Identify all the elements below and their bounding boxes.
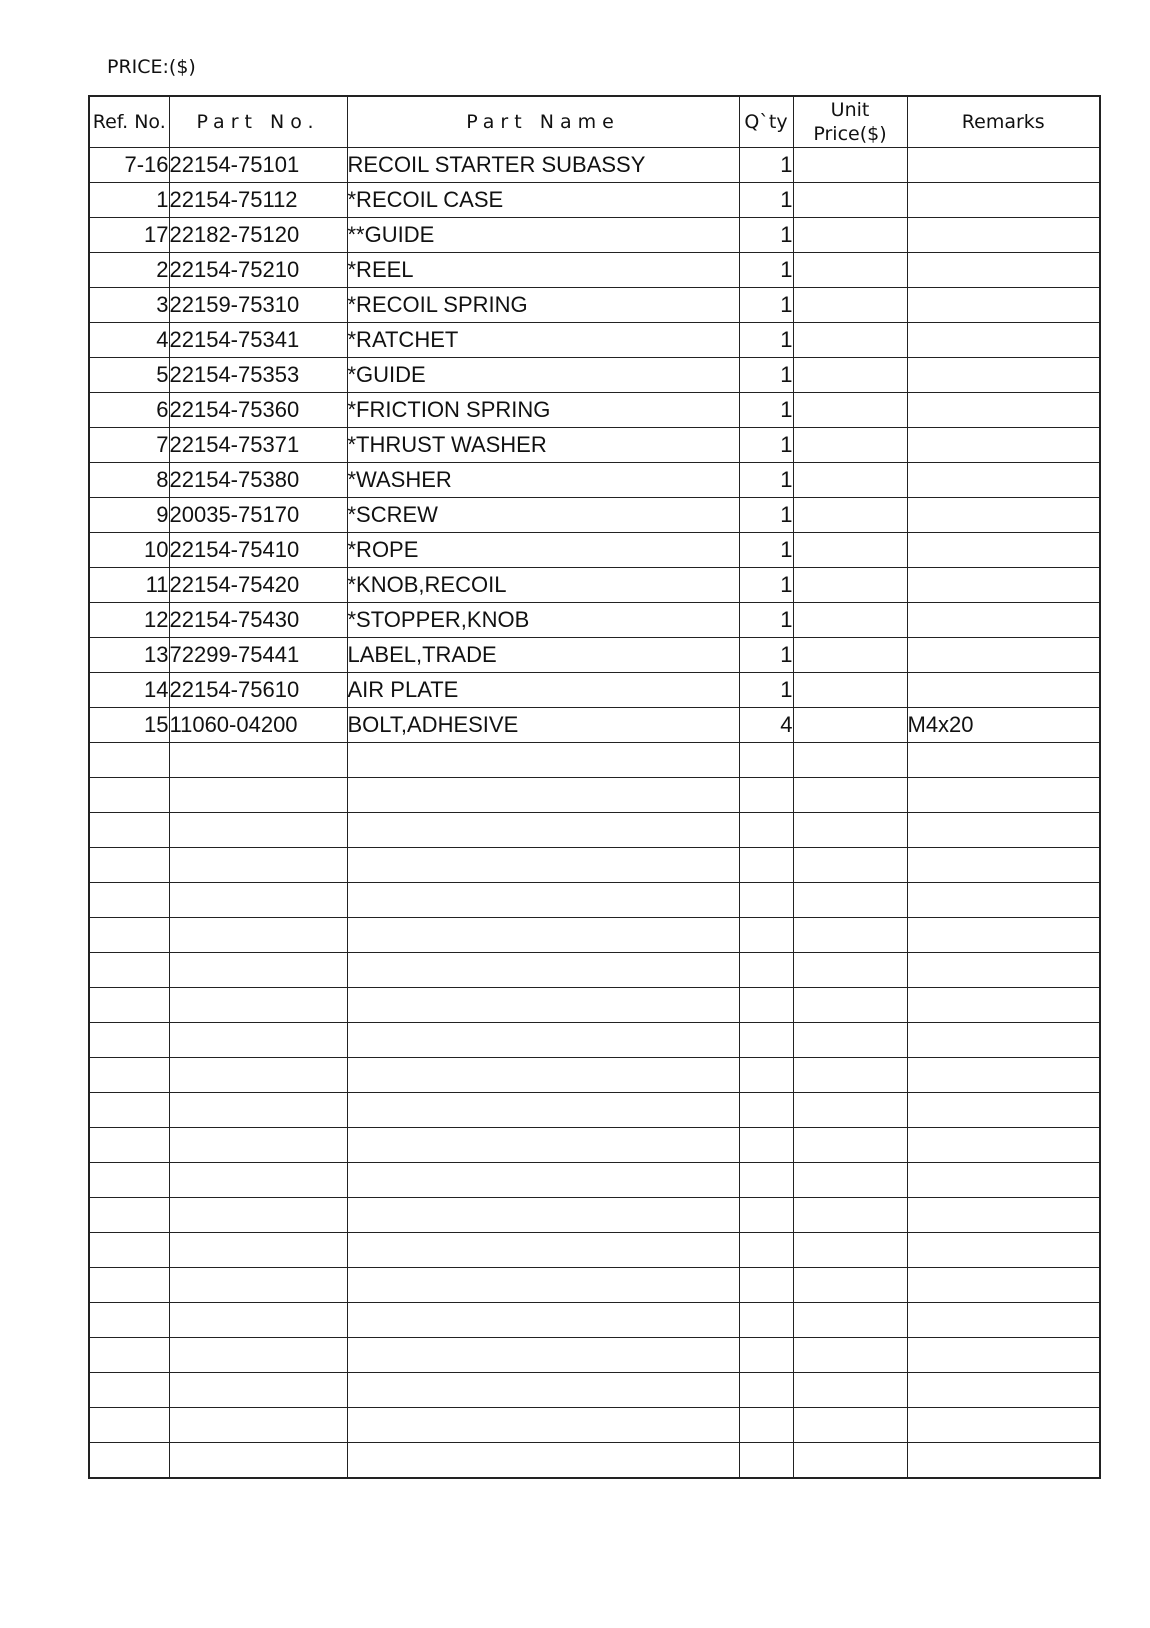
cell-part-name	[347, 1023, 739, 1058]
cell-ref-no	[89, 813, 169, 848]
cell-qty	[739, 953, 793, 988]
cell-ref-no: 15	[89, 708, 169, 743]
cell-part-name: *ROPE	[347, 533, 739, 568]
cell-part-name	[347, 1303, 739, 1338]
cell-remarks	[907, 323, 1100, 358]
cell-part-name	[347, 1163, 739, 1198]
table-row	[89, 568, 1100, 603]
cell-part-name: *FRICTION SPRING	[347, 393, 739, 428]
cell-part-no	[169, 1338, 347, 1373]
cell-remarks	[907, 1443, 1100, 1479]
cell-part-no: 22159-75310	[169, 288, 347, 323]
cell-ref-no	[89, 1303, 169, 1338]
cell-qty	[739, 1303, 793, 1338]
cell-unit-price	[793, 708, 907, 743]
header-part-name: Part Name	[347, 96, 739, 148]
table-row	[89, 883, 1100, 918]
cell-unit-price	[793, 148, 907, 183]
cell-remarks	[907, 1128, 1100, 1163]
table-row	[89, 918, 1100, 953]
cell-ref-no	[89, 1373, 169, 1408]
cell-qty	[739, 848, 793, 883]
price-label: PRICE:($)	[107, 56, 196, 78]
cell-part-name: **GUIDE	[347, 218, 739, 253]
cell-part-no	[169, 1408, 347, 1443]
table-row	[89, 288, 1100, 323]
table-row	[89, 1163, 1100, 1198]
cell-remarks	[907, 1233, 1100, 1268]
cell-unit-price	[793, 1373, 907, 1408]
cell-part-no: 72299-75441	[169, 638, 347, 673]
cell-remarks	[907, 1023, 1100, 1058]
cell-unit-price	[793, 813, 907, 848]
cell-remarks	[907, 918, 1100, 953]
cell-qty: 1	[739, 673, 793, 708]
cell-unit-price	[793, 918, 907, 953]
cell-part-no	[169, 1198, 347, 1233]
cell-ref-no	[89, 1338, 169, 1373]
table-row	[89, 1443, 1100, 1479]
cell-qty	[739, 1163, 793, 1198]
cell-ref-no	[89, 1128, 169, 1163]
table-row	[89, 1268, 1100, 1303]
cell-qty	[739, 1268, 793, 1303]
cell-part-name: *WASHER	[347, 463, 739, 498]
cell-qty	[739, 1023, 793, 1058]
table-row	[89, 1058, 1100, 1093]
parts-table-body	[89, 148, 1100, 1479]
cell-qty	[739, 1373, 793, 1408]
table-row	[89, 1408, 1100, 1443]
cell-ref-no: 7-16	[89, 148, 169, 183]
cell-part-name: *RATCHET	[347, 323, 739, 358]
cell-unit-price	[793, 1443, 907, 1479]
cell-part-name	[347, 918, 739, 953]
cell-unit-price	[793, 953, 907, 988]
table-row	[89, 148, 1100, 183]
cell-part-no: 22154-75101	[169, 148, 347, 183]
cell-ref-no: 9	[89, 498, 169, 533]
cell-part-no	[169, 918, 347, 953]
cell-ref-no	[89, 1268, 169, 1303]
cell-part-name	[347, 1373, 739, 1408]
cell-part-no	[169, 953, 347, 988]
cell-part-name: *THRUST WASHER	[347, 428, 739, 463]
table-row	[89, 358, 1100, 393]
cell-ref-no	[89, 1443, 169, 1479]
cell-part-no	[169, 743, 347, 778]
table-row	[89, 638, 1100, 673]
cell-unit-price	[793, 848, 907, 883]
cell-part-no: 22154-75371	[169, 428, 347, 463]
cell-qty: 1	[739, 428, 793, 463]
cell-part-no	[169, 1268, 347, 1303]
cell-ref-no	[89, 883, 169, 918]
cell-part-name: *SCREW	[347, 498, 739, 533]
cell-ref-no	[89, 778, 169, 813]
cell-part-name	[347, 953, 739, 988]
cell-part-no	[169, 1233, 347, 1268]
cell-remarks	[907, 638, 1100, 673]
cell-remarks	[907, 1198, 1100, 1233]
cell-qty: 4	[739, 708, 793, 743]
cell-ref-no: 12	[89, 603, 169, 638]
table-row	[89, 533, 1100, 568]
cell-remarks	[907, 743, 1100, 778]
cell-part-no: 22154-75210	[169, 253, 347, 288]
cell-qty	[739, 1443, 793, 1479]
cell-unit-price	[793, 1408, 907, 1443]
cell-part-no: 11060-04200	[169, 708, 347, 743]
cell-part-no: 20035-75170	[169, 498, 347, 533]
cell-ref-no: 8	[89, 463, 169, 498]
cell-remarks	[907, 1303, 1100, 1338]
table-row	[89, 743, 1100, 778]
cell-part-no	[169, 848, 347, 883]
cell-part-no: 22154-75360	[169, 393, 347, 428]
cell-part-no	[169, 813, 347, 848]
cell-ref-no: 10	[89, 533, 169, 568]
cell-qty: 1	[739, 218, 793, 253]
cell-unit-price	[793, 1303, 907, 1338]
cell-ref-no: 2	[89, 253, 169, 288]
cell-part-name: *RECOIL SPRING	[347, 288, 739, 323]
cell-unit-price	[793, 603, 907, 638]
cell-unit-price	[793, 1023, 907, 1058]
cell-part-name	[347, 813, 739, 848]
cell-part-no: 22154-75610	[169, 673, 347, 708]
cell-remarks	[907, 813, 1100, 848]
cell-part-name: *KNOB,RECOIL	[347, 568, 739, 603]
cell-ref-no: 3	[89, 288, 169, 323]
table-row	[89, 323, 1100, 358]
cell-qty	[739, 918, 793, 953]
cell-remarks	[907, 778, 1100, 813]
cell-unit-price	[793, 1058, 907, 1093]
cell-part-name	[347, 778, 739, 813]
header-remarks: Remarks	[907, 96, 1100, 148]
cell-part-no: 22154-75341	[169, 323, 347, 358]
cell-remarks	[907, 1093, 1100, 1128]
cell-remarks: M4x20	[907, 708, 1100, 743]
cell-qty: 1	[739, 393, 793, 428]
cell-remarks	[907, 953, 1100, 988]
table-row	[89, 813, 1100, 848]
table-row	[89, 183, 1100, 218]
cell-remarks	[907, 883, 1100, 918]
cell-qty	[739, 1198, 793, 1233]
cell-qty	[739, 743, 793, 778]
cell-ref-no	[89, 848, 169, 883]
cell-part-no: 22154-75353	[169, 358, 347, 393]
cell-unit-price	[793, 568, 907, 603]
cell-ref-no	[89, 1023, 169, 1058]
cell-part-name	[347, 743, 739, 778]
cell-unit-price	[793, 638, 907, 673]
cell-remarks	[907, 988, 1100, 1023]
table-row	[89, 253, 1100, 288]
cell-qty: 1	[739, 533, 793, 568]
cell-ref-no	[89, 1163, 169, 1198]
table-row	[89, 1373, 1100, 1408]
cell-unit-price	[793, 988, 907, 1023]
cell-ref-no: 6	[89, 393, 169, 428]
cell-unit-price	[793, 883, 907, 918]
cell-remarks	[907, 498, 1100, 533]
cell-remarks	[907, 1338, 1100, 1373]
cell-unit-price	[793, 778, 907, 813]
cell-qty: 1	[739, 603, 793, 638]
cell-part-no	[169, 778, 347, 813]
cell-part-no: 22154-75420	[169, 568, 347, 603]
cell-remarks	[907, 603, 1100, 638]
cell-part-no: 22154-75380	[169, 463, 347, 498]
cell-qty	[739, 1233, 793, 1268]
cell-part-name: BOLT,ADHESIVE	[347, 708, 739, 743]
cell-remarks	[907, 358, 1100, 393]
cell-part-name: *RECOIL CASE	[347, 183, 739, 218]
cell-unit-price	[793, 358, 907, 393]
cell-ref-no: 5	[89, 358, 169, 393]
cell-unit-price	[793, 533, 907, 568]
cell-ref-no	[89, 1093, 169, 1128]
cell-qty: 1	[739, 323, 793, 358]
cell-unit-price	[793, 1233, 907, 1268]
cell-ref-no: 13	[89, 638, 169, 673]
table-row	[89, 463, 1100, 498]
table-row	[89, 848, 1100, 883]
cell-unit-price	[793, 743, 907, 778]
table-row	[89, 1128, 1100, 1163]
cell-qty	[739, 778, 793, 813]
cell-unit-price	[793, 253, 907, 288]
header-unit-price: Unit Price($)	[793, 96, 907, 148]
cell-remarks	[907, 253, 1100, 288]
cell-part-name	[347, 1198, 739, 1233]
cell-unit-price	[793, 288, 907, 323]
cell-part-name	[347, 848, 739, 883]
cell-part-name: *STOPPER,KNOB	[347, 603, 739, 638]
cell-qty: 1	[739, 358, 793, 393]
header-qty: Q`ty	[739, 96, 793, 148]
cell-part-name	[347, 1233, 739, 1268]
cell-ref-no	[89, 953, 169, 988]
table-row	[89, 1233, 1100, 1268]
cell-part-no: 22182-75120	[169, 218, 347, 253]
cell-part-name	[347, 1058, 739, 1093]
cell-remarks	[907, 533, 1100, 568]
parts-table	[88, 95, 1101, 1479]
cell-remarks	[907, 218, 1100, 253]
cell-qty: 1	[739, 148, 793, 183]
table-row	[89, 708, 1100, 743]
header-part-no: Part No.	[169, 96, 347, 148]
parts-table-header	[89, 96, 1100, 148]
cell-qty: 1	[739, 463, 793, 498]
cell-part-no	[169, 1128, 347, 1163]
cell-unit-price	[793, 498, 907, 533]
cell-part-name: LABEL,TRADE	[347, 638, 739, 673]
cell-part-no	[169, 1093, 347, 1128]
table-row	[89, 673, 1100, 708]
cell-remarks	[907, 1058, 1100, 1093]
cell-unit-price	[793, 1198, 907, 1233]
cell-unit-price	[793, 428, 907, 463]
cell-unit-price	[793, 1163, 907, 1198]
table-row	[89, 603, 1100, 638]
cell-remarks	[907, 1408, 1100, 1443]
cell-remarks	[907, 673, 1100, 708]
cell-ref-no	[89, 988, 169, 1023]
cell-qty	[739, 988, 793, 1023]
cell-ref-no: 11	[89, 568, 169, 603]
cell-part-no	[169, 883, 347, 918]
cell-unit-price	[793, 393, 907, 428]
cell-part-no	[169, 1163, 347, 1198]
cell-ref-no	[89, 1233, 169, 1268]
cell-remarks	[907, 1373, 1100, 1408]
cell-ref-no	[89, 1408, 169, 1443]
cell-part-no	[169, 1303, 347, 1338]
cell-part-no	[169, 1058, 347, 1093]
table-row	[89, 1198, 1100, 1233]
cell-qty: 1	[739, 568, 793, 603]
cell-remarks	[907, 848, 1100, 883]
header-row	[89, 96, 1100, 148]
cell-remarks	[907, 1268, 1100, 1303]
cell-unit-price	[793, 1338, 907, 1373]
cell-part-name	[347, 1338, 739, 1373]
cell-part-name	[347, 988, 739, 1023]
cell-ref-no: 14	[89, 673, 169, 708]
cell-qty: 1	[739, 288, 793, 323]
table-row	[89, 1303, 1100, 1338]
table-row	[89, 498, 1100, 533]
cell-unit-price	[793, 463, 907, 498]
cell-part-no	[169, 1443, 347, 1479]
cell-part-name	[347, 1268, 739, 1303]
cell-part-no	[169, 1373, 347, 1408]
table-row	[89, 778, 1100, 813]
cell-qty	[739, 1128, 793, 1163]
cell-qty	[739, 1338, 793, 1373]
cell-part-no: 22154-75430	[169, 603, 347, 638]
cell-ref-no	[89, 918, 169, 953]
table-row	[89, 953, 1100, 988]
cell-unit-price	[793, 1093, 907, 1128]
cell-remarks	[907, 428, 1100, 463]
cell-part-name	[347, 883, 739, 918]
cell-qty: 1	[739, 638, 793, 673]
header-ref-no: Ref. No.	[89, 96, 169, 148]
cell-part-no: 22154-75112	[169, 183, 347, 218]
table-row	[89, 218, 1100, 253]
cell-remarks	[907, 183, 1100, 218]
cell-ref-no	[89, 1198, 169, 1233]
cell-unit-price	[793, 323, 907, 358]
table-row	[89, 988, 1100, 1023]
table-row	[89, 1023, 1100, 1058]
cell-part-name: *REEL	[347, 253, 739, 288]
cell-unit-price	[793, 1128, 907, 1163]
table-row	[89, 1338, 1100, 1373]
cell-part-no: 22154-75410	[169, 533, 347, 568]
cell-remarks	[907, 1163, 1100, 1198]
cell-part-name: RECOIL STARTER SUBASSY	[347, 148, 739, 183]
cell-remarks	[907, 148, 1100, 183]
cell-remarks	[907, 288, 1100, 323]
cell-qty: 1	[739, 183, 793, 218]
cell-ref-no: 4	[89, 323, 169, 358]
cell-part-name	[347, 1443, 739, 1479]
cell-qty	[739, 1408, 793, 1443]
cell-part-name	[347, 1408, 739, 1443]
cell-part-no	[169, 1023, 347, 1058]
cell-part-no	[169, 988, 347, 1023]
cell-qty	[739, 813, 793, 848]
cell-ref-no: 7	[89, 428, 169, 463]
table-row	[89, 428, 1100, 463]
cell-qty	[739, 1058, 793, 1093]
cell-ref-no	[89, 1058, 169, 1093]
table-row	[89, 393, 1100, 428]
cell-part-name	[347, 1128, 739, 1163]
cell-unit-price	[793, 218, 907, 253]
cell-remarks	[907, 393, 1100, 428]
cell-unit-price	[793, 1268, 907, 1303]
cell-ref-no: 17	[89, 218, 169, 253]
cell-remarks	[907, 568, 1100, 603]
table-row	[89, 1093, 1100, 1128]
cell-qty	[739, 883, 793, 918]
cell-unit-price	[793, 183, 907, 218]
cell-part-name: AIR PLATE	[347, 673, 739, 708]
cell-ref-no: 1	[89, 183, 169, 218]
cell-part-name: *GUIDE	[347, 358, 739, 393]
cell-ref-no	[89, 743, 169, 778]
cell-qty: 1	[739, 253, 793, 288]
cell-unit-price	[793, 673, 907, 708]
cell-part-name	[347, 1093, 739, 1128]
cell-qty	[739, 1093, 793, 1128]
cell-qty: 1	[739, 498, 793, 533]
cell-remarks	[907, 463, 1100, 498]
